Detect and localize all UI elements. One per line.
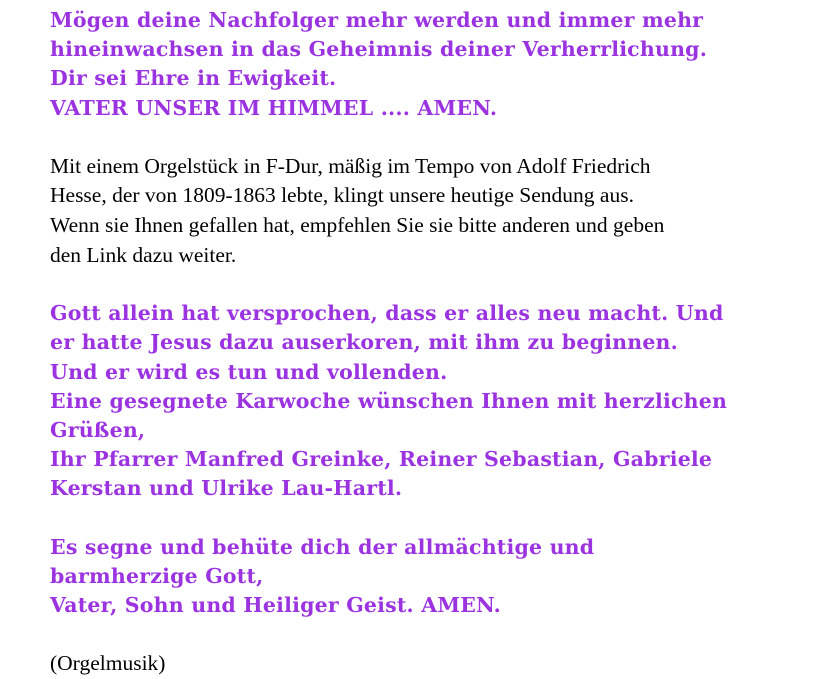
paragraph-spacer — [50, 620, 820, 649]
text-line: Mit einem Orgelstück in F-Dur, mäßig im Tempo von Adolf Friedrich — [50, 153, 651, 178]
blessing-paragraph — [50, 533, 820, 621]
text-line: Hesse, der von 1809-1863 lebte, klingt unsere heutige Sendung aus. — [50, 183, 634, 208]
text-line: hineinwachsen in das Geheimnis deiner Verherrlichung. — [50, 37, 708, 62]
music-note-paragraph — [50, 649, 820, 679]
paragraph-spacer — [50, 123, 820, 152]
text-line: den Link dazu weiter. — [50, 242, 237, 267]
text-line: Eine gesegnete Karwoche wünschen Ihnen mit herzlichen — [50, 388, 728, 413]
prayer-paragraph — [50, 6, 820, 123]
text-line: Vater, Sohn und Heiliger Geist. AMEN. — [50, 593, 502, 618]
text-line: Mögen deine Nachfolger mehr werden und immer mehr — [50, 8, 704, 32]
paragraph-spacer — [50, 270, 820, 299]
text-line: (Orgelmusik) — [50, 651, 166, 676]
paragraph-spacer — [50, 504, 820, 533]
text-line: er hatte Jesus dazu auserkoren, mit ihm zu beginnen. — [50, 330, 679, 355]
text-line: Gott allein hat versprochen, dass er alles neu macht. Und — [50, 301, 724, 326]
announcement-paragraph — [50, 152, 820, 270]
text-line: Kerstan und Ulrike Lau-Hartl. — [50, 476, 403, 501]
document-page — [50, 6, 820, 679]
text-line: VATER UNSER IM HIMMEL .... AMEN. — [50, 95, 498, 120]
text-line: Es segne und behüte dich der allmächtige und — [50, 534, 595, 559]
text-line: Und er wird es tun und vollenden. — [50, 359, 448, 384]
text-line: Wenn sie Ihnen gefallen hat, empfehlen Sie sie bitte anderen und geben — [50, 213, 665, 237]
text-line: Dir sei Ehre in Ewigkeit. — [50, 66, 337, 91]
text-line: Grüßen, — [50, 418, 146, 442]
greeting-paragraph — [50, 299, 820, 503]
text-line: barmherzige Gott, — [50, 563, 264, 588]
text-line: Ihr Pfarrer Manfred Greinke, Reiner Sebastian, Gabriele — [50, 447, 713, 472]
